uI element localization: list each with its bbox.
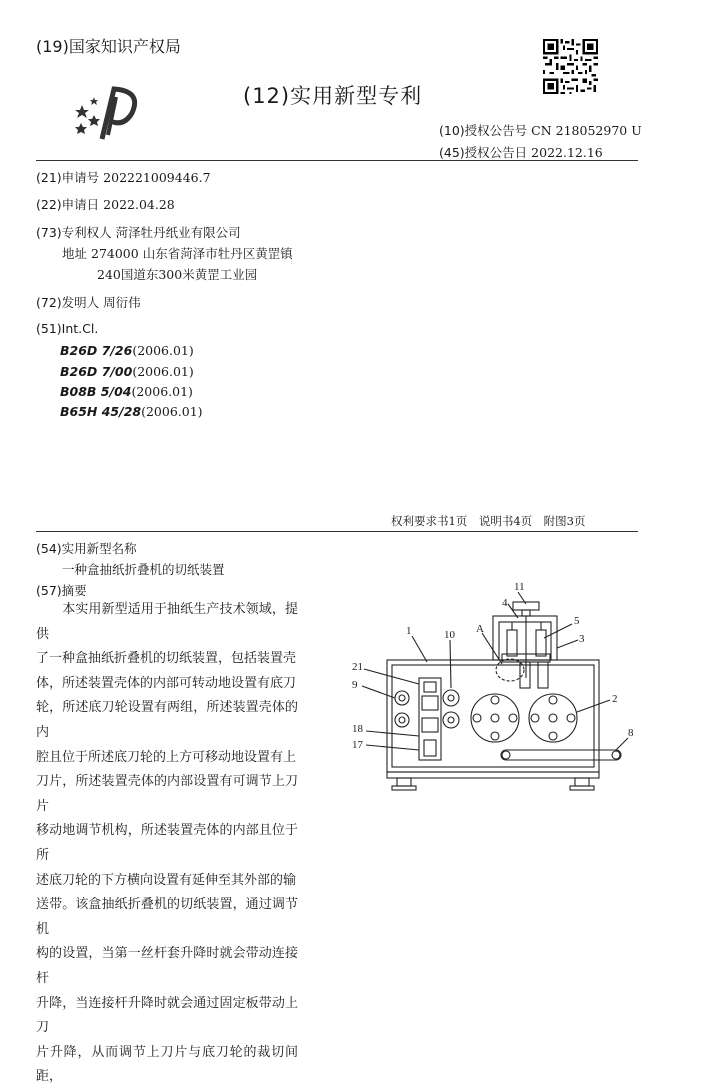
abstract-line: 述底刀轮的下方横向设置有延伸至其外部的输 bbox=[36, 872, 297, 888]
pub-number-row: (10)授权公告号 CN 218052970 U bbox=[439, 123, 642, 138]
application-number: (21)申请号 202221009446.7 bbox=[36, 170, 211, 185]
label-9: 9 bbox=[352, 679, 358, 691]
abstract-line: 本实用新型适用于抽纸生产技术领域，提供 bbox=[36, 602, 298, 642]
abstract-drawing bbox=[352, 578, 652, 840]
abstract-heading: (57)摘要 bbox=[36, 583, 87, 598]
ipc-entry: B08B 5/04(2006.01) bbox=[60, 384, 193, 399]
cnipa-emblem bbox=[72, 83, 144, 143]
label-3: 3 bbox=[579, 633, 585, 645]
abstract-line: 移动地调节机构，所述装置壳体的内部且位于所 bbox=[36, 823, 298, 863]
header-rule bbox=[36, 160, 638, 161]
doc-type-title: (12)实用新型专利 bbox=[243, 84, 423, 108]
address-line-1: 地址 274000 山东省菏泽市牡丹区黄罡镇 bbox=[62, 246, 293, 261]
abstract-body bbox=[36, 598, 298, 1090]
abstract-line: 轮，所述底刀轮设置有两组，所述装置壳体的内 bbox=[36, 700, 298, 740]
label-8: 8 bbox=[628, 727, 634, 739]
ipc-entry: B26D 7/26(2006.01) bbox=[60, 343, 194, 358]
label-2: 2 bbox=[612, 693, 618, 705]
ipc-entry: B26D 7/00(2006.01) bbox=[60, 364, 194, 379]
qr-code bbox=[543, 39, 598, 94]
ipc-entry: B65H 45/28(2006.01) bbox=[60, 404, 203, 419]
utility-model-title: 一种盒抽纸折叠机的切纸装置 bbox=[62, 562, 225, 577]
label-5: 5 bbox=[574, 615, 580, 627]
pub-date-row: (45)授权公告日 2022.12.16 bbox=[439, 145, 603, 160]
int-cl-heading: (51)Int.Cl. bbox=[36, 321, 99, 336]
label-21: 21 bbox=[352, 661, 363, 673]
label-11: 11 bbox=[514, 581, 525, 593]
utility-model-name-heading: (54)实用新型名称 bbox=[36, 541, 137, 556]
abstract-line: 腔且位于所述底刀轮的上方可移动地设置有上 bbox=[36, 749, 297, 765]
inventor: (72)发明人 周衍伟 bbox=[36, 295, 141, 310]
abstract-line: 构的设置，当第一丝杆套升降时就会带动连接杆 bbox=[36, 946, 298, 986]
application-date: (22)申请日 2022.04.28 bbox=[36, 197, 175, 212]
label-17: 17 bbox=[352, 739, 363, 751]
label-10: 10 bbox=[444, 629, 455, 641]
abstract-line: 升降，当连接杆升降时就会通过固定板带动上刀 bbox=[36, 995, 298, 1036]
label-4: 4 bbox=[502, 597, 508, 609]
office-name: (19)国家知识产权局 bbox=[36, 37, 181, 56]
page-count-info: 权利要求书1页 说明书4页 附图3页 bbox=[391, 514, 586, 528]
abstract-line: 了一种盒抽纸折叠机的切纸装置，包括装置壳 bbox=[36, 651, 297, 667]
patentee: (73)专利权人 菏泽牡丹纸业有限公司 bbox=[36, 225, 241, 240]
abstract-line: 刀片，所述装置壳体的内部设置有可调节上刀片 bbox=[36, 774, 298, 814]
label-1: 1 bbox=[406, 625, 412, 637]
label-A: A bbox=[476, 623, 484, 635]
label-18: 18 bbox=[352, 723, 363, 735]
abstract-line: 片升降，从而调节上刀片与底刀轮的裁切间距， bbox=[36, 1044, 298, 1085]
address-line-2: 240国道东300米黄罡工业园 bbox=[97, 267, 258, 282]
abstract-line: 体，所述装置壳体的内部可转动地设置有底刀 bbox=[36, 675, 297, 691]
section-rule bbox=[36, 531, 638, 532]
abstract-line: 送带。该盒抽纸折叠机的切纸装置，通过调节机 bbox=[36, 897, 298, 937]
